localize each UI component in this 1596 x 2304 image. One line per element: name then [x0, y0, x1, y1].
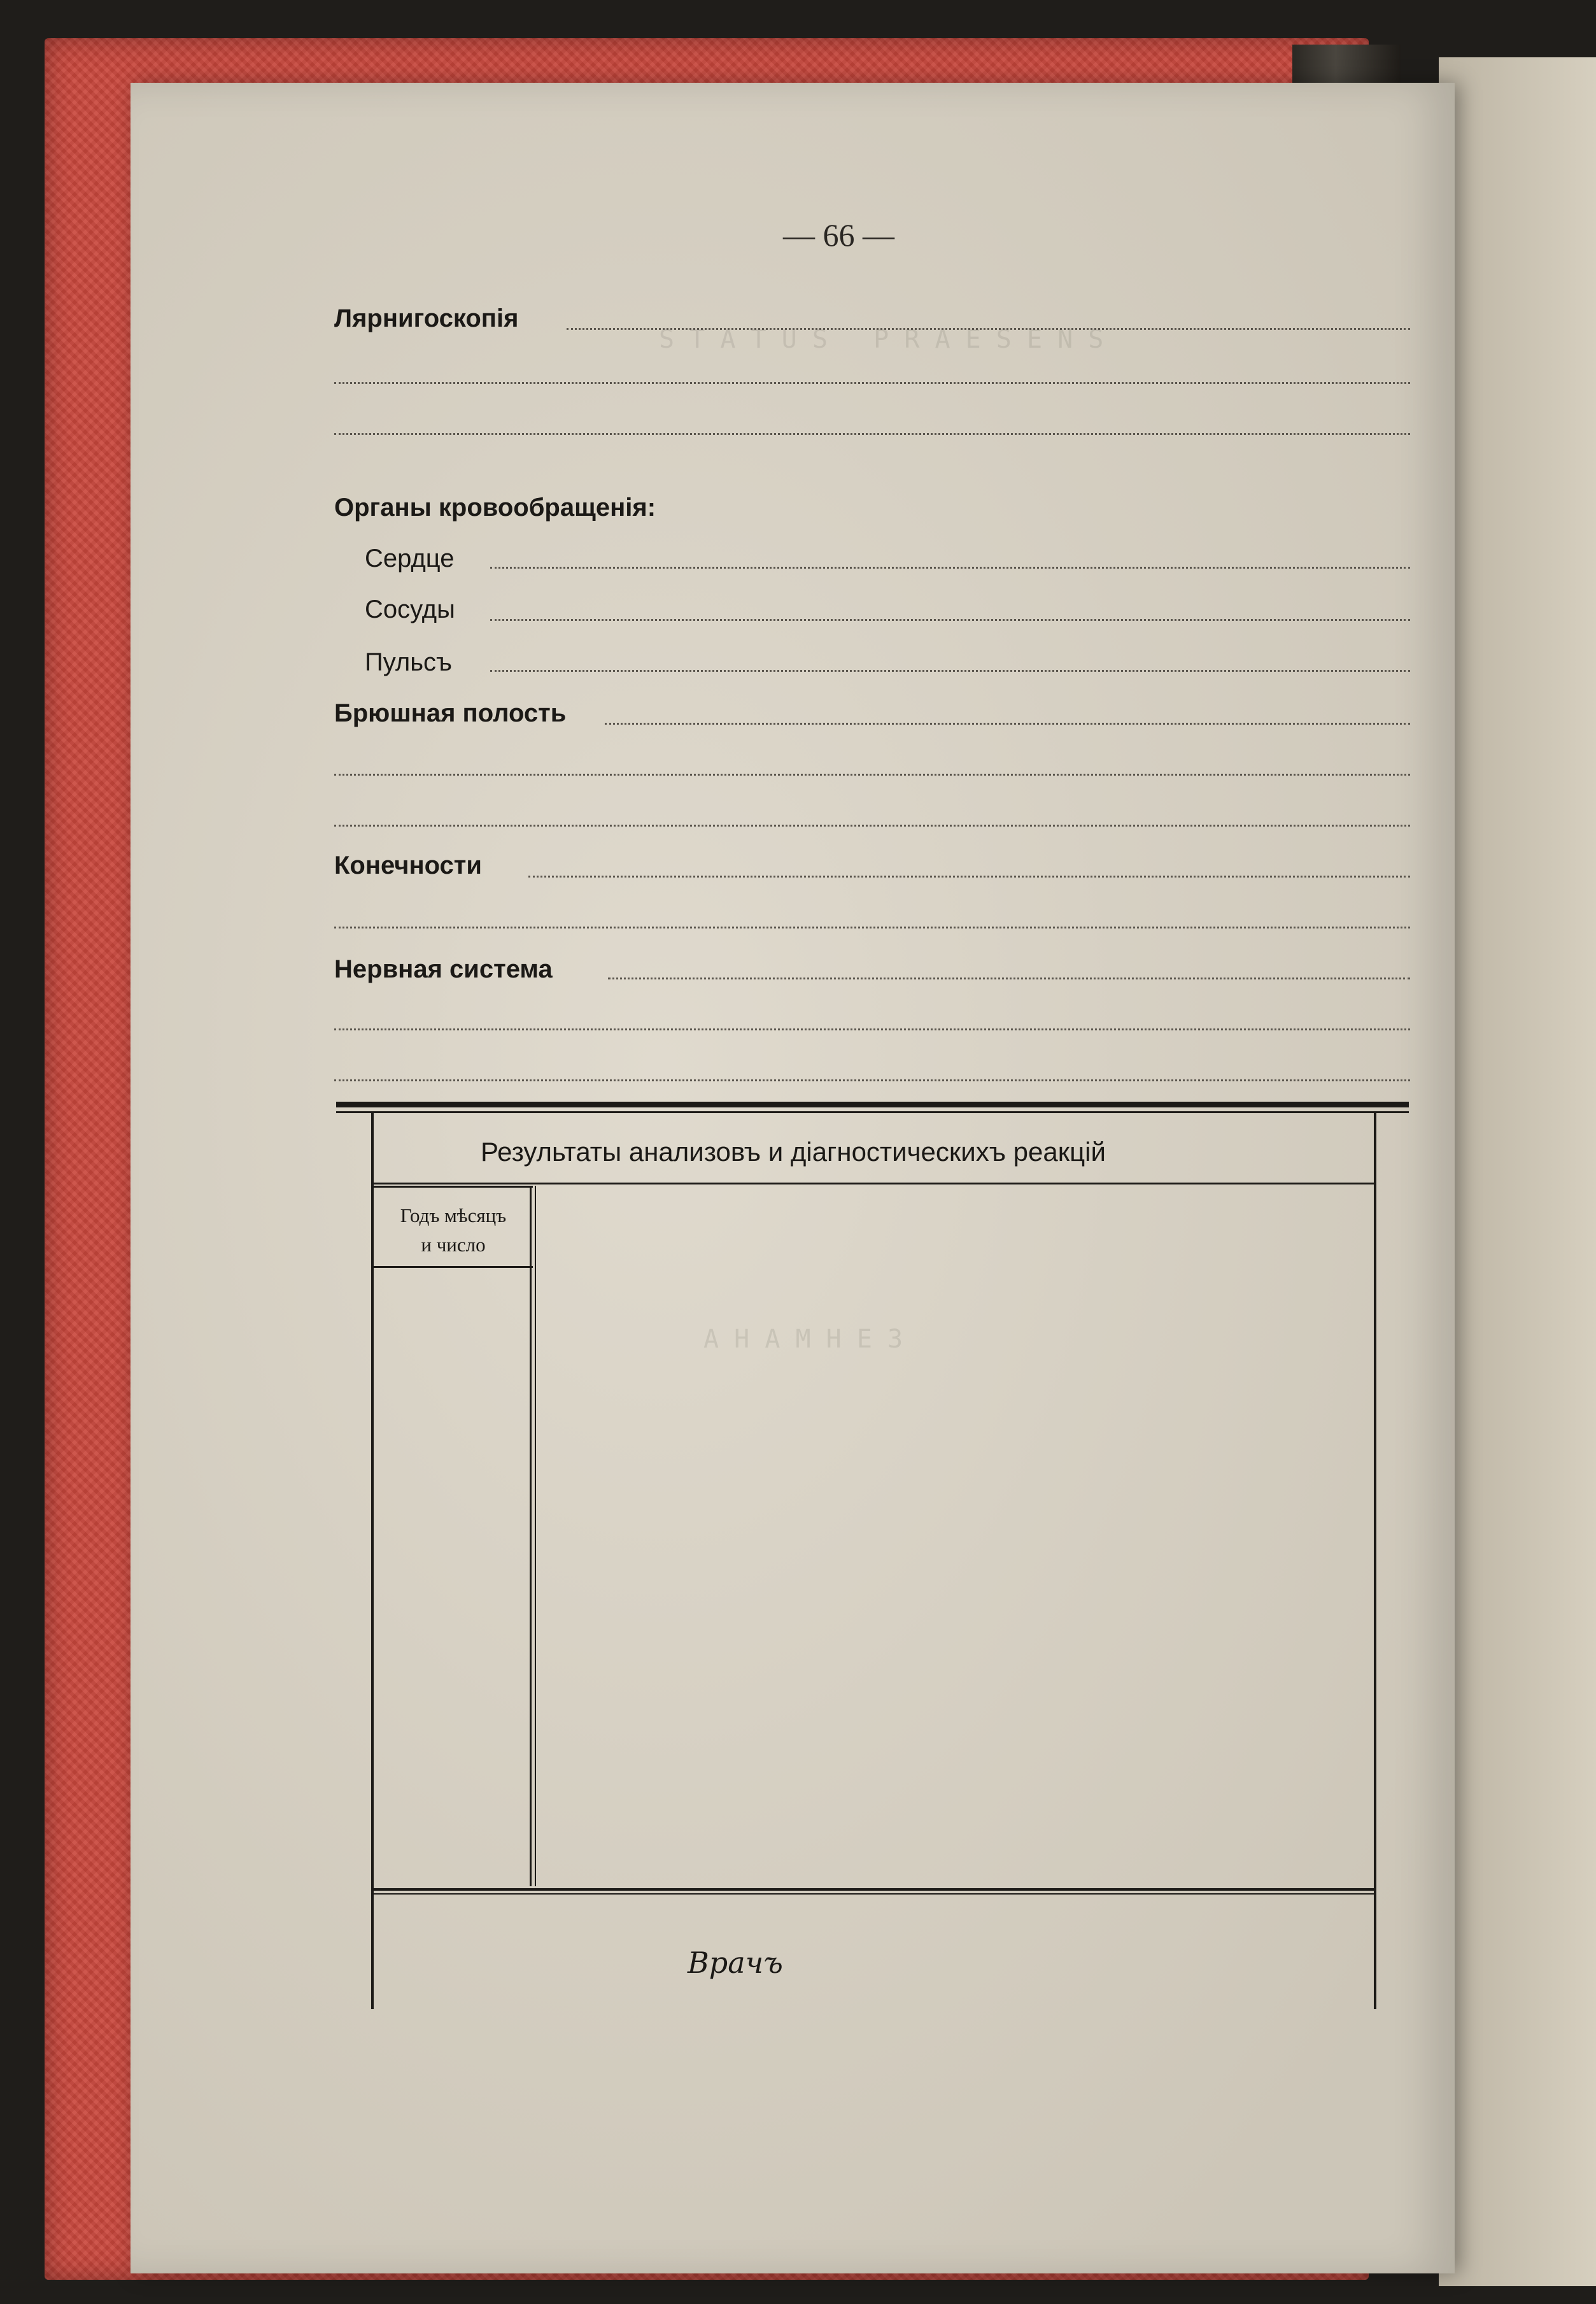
- heart-label: Сердце: [365, 544, 455, 572]
- table-bottom-rule-thin: [374, 1893, 1374, 1895]
- laryngoscopy-line: [567, 328, 1410, 330]
- limbs-label: Конечности: [334, 851, 482, 879]
- pulse-label: Пульсъ: [365, 648, 453, 676]
- table-left-border: [371, 1111, 374, 2009]
- page-number: — 66 —: [783, 217, 894, 253]
- table-title: Результаты анализовъ и діагностическихъ реакцій: [481, 1137, 1106, 1167]
- table-right-border: [1374, 1111, 1376, 2009]
- nervous-label: Нервная система: [334, 955, 553, 983]
- doctor-signature-label: Врачъ: [688, 1945, 783, 1980]
- heart-line: [490, 567, 1410, 569]
- circulatory-label: Органы кровообращенія:: [334, 494, 656, 522]
- date-header-line1: Годъ мѣсяцъ: [400, 1204, 507, 1227]
- table-top-rule-thin: [336, 1111, 1409, 1113]
- vessels-line: [490, 619, 1410, 621]
- abdomen-label: Брюшная полость: [334, 699, 567, 727]
- vessels-label: Сосуды: [365, 595, 455, 623]
- laryngoscopy-line-2: [334, 382, 1410, 384]
- date-column-header: [377, 1201, 530, 1260]
- adjacent-page: [1439, 57, 1596, 2286]
- date-header-line2: и число: [421, 1234, 486, 1256]
- pulse-line: [490, 670, 1410, 672]
- table-header-rule: [374, 1183, 1374, 1184]
- abdomen-line-2: [334, 774, 1410, 776]
- date-column-top-rule: [374, 1186, 533, 1188]
- document-page: [131, 83, 1455, 2273]
- date-column-divider: [530, 1186, 532, 1886]
- limbs-line-2: [334, 927, 1410, 928]
- bleed-through-decoration: S T A T U S P R A E S E N S: [659, 325, 1104, 354]
- abdomen-line: [605, 723, 1410, 725]
- abdomen-line-3: [334, 825, 1410, 827]
- laryngoscopy-label: Лярнигоскопія: [334, 304, 519, 332]
- table-bottom-rule: [374, 1888, 1374, 1891]
- nervous-line-2: [334, 1028, 1410, 1030]
- bleed-through-decoration: А Н А М Н Е З: [703, 1325, 903, 1354]
- date-column-divider-2: [535, 1186, 536, 1886]
- table-top-rule: [336, 1102, 1409, 1107]
- nervous-line-3: [334, 1079, 1410, 1081]
- date-header-bottom-rule: [374, 1266, 533, 1268]
- laryngoscopy-line-3: [334, 433, 1410, 435]
- nervous-line: [608, 978, 1410, 979]
- limbs-line: [528, 876, 1410, 878]
